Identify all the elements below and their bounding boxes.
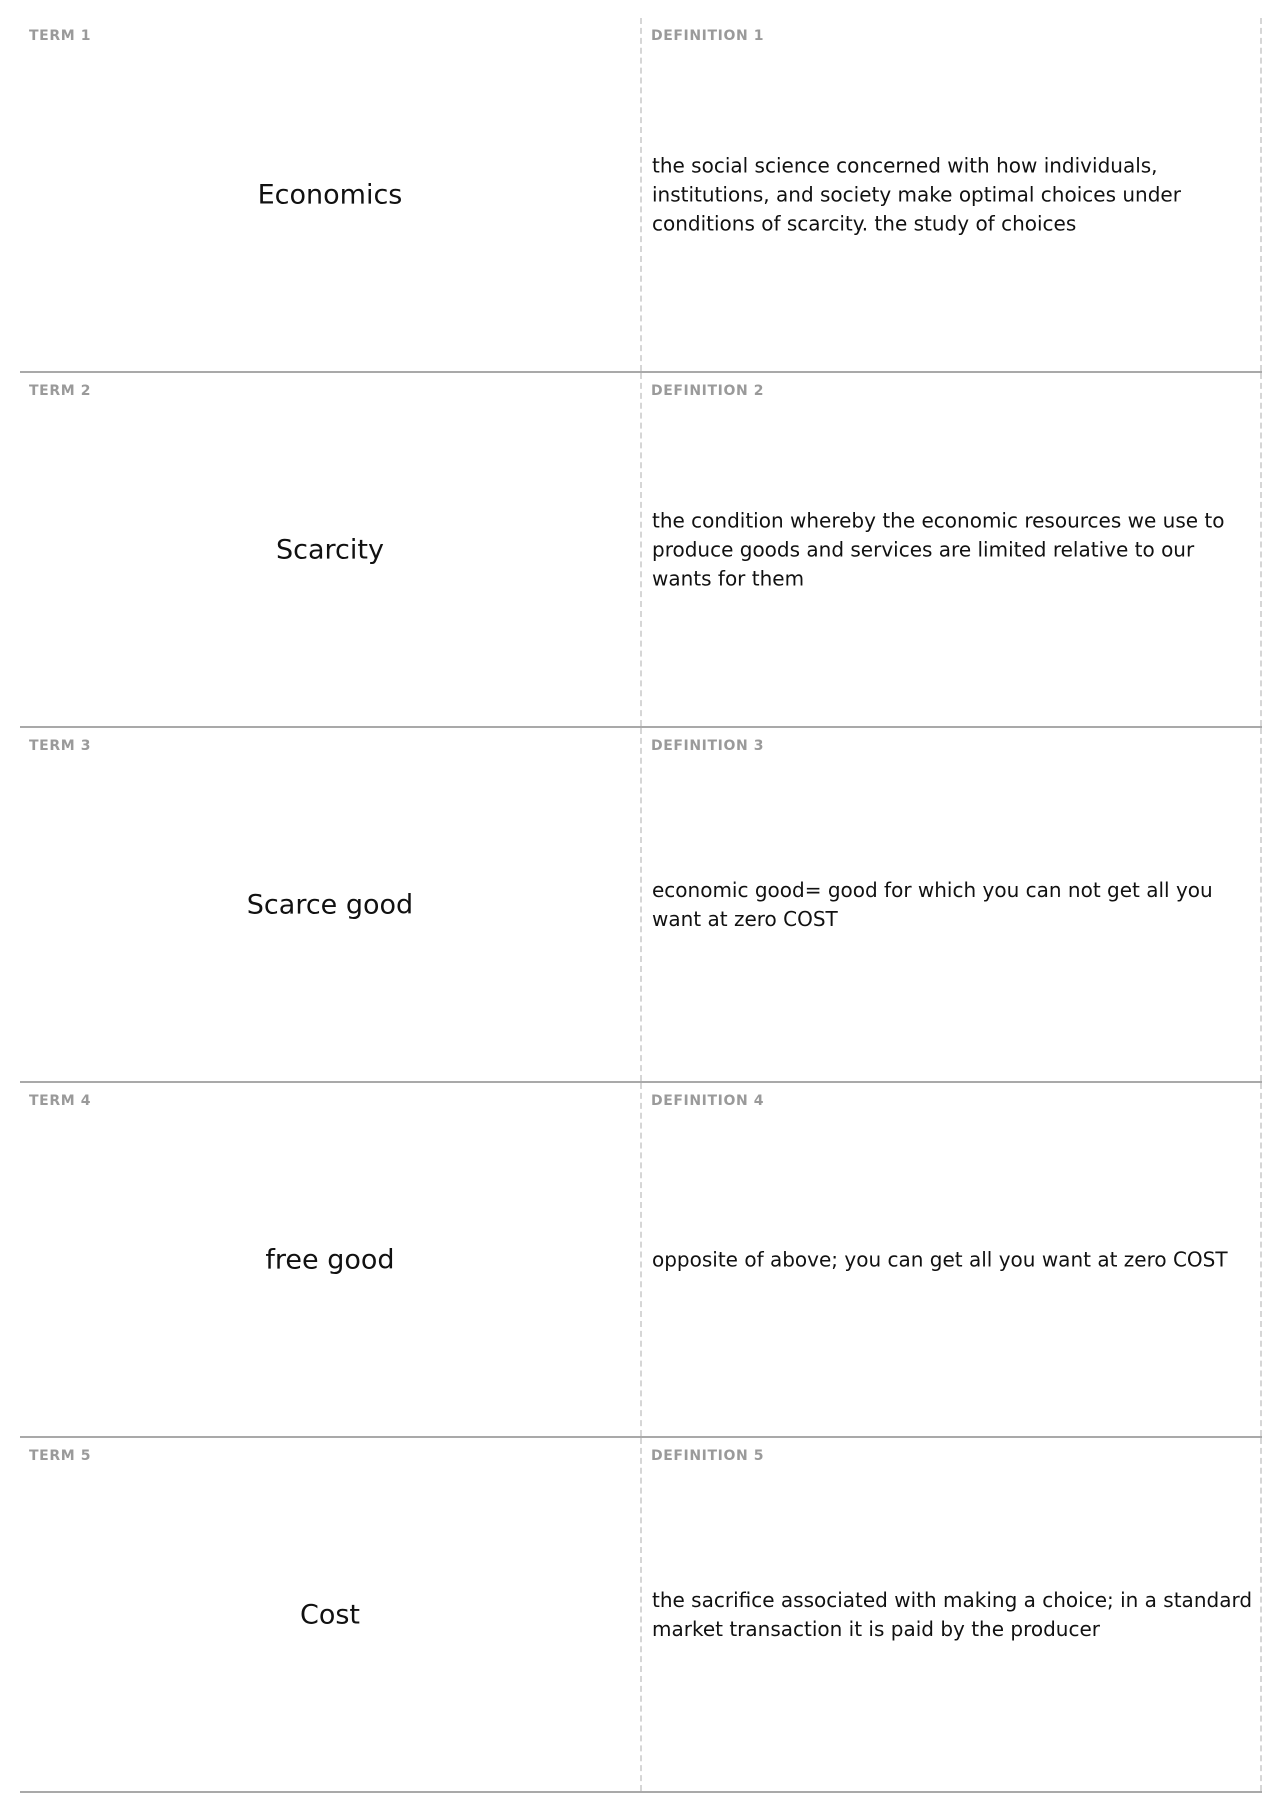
definition-text: the condition whereby the economic resources we use to produce goods and services are limited relative to our wants for them — [652, 508, 1225, 590]
definition-number-label: DEFINITION 1 — [651, 28, 765, 44]
definition-number-label: DEFINITION 5 — [651, 1448, 765, 1464]
definition-number-label: DEFINITION 2 — [651, 383, 765, 399]
definition-cell — [642, 728, 1262, 1081]
term-number-label: TERM 3 — [29, 738, 92, 754]
definition-text: economic good= good for which you can not get all you want at zero COST — [652, 877, 1213, 931]
term-number-label: TERM 2 — [29, 383, 92, 399]
definition-text: the sacrifice associated with making a choice; in a standard market transaction it is paid by the producer — [652, 1587, 1253, 1641]
term-cell — [20, 1438, 642, 1791]
flashcard-row — [20, 18, 1262, 373]
term-number-label: TERM 4 — [29, 1093, 92, 1109]
flashcard-row — [20, 728, 1262, 1083]
definition-cell — [642, 18, 1262, 371]
term-text: free good — [265, 1244, 395, 1275]
term-number-label: TERM 5 — [29, 1448, 92, 1464]
term-cell — [20, 1083, 642, 1436]
term-text: Economics — [257, 179, 403, 210]
term-text: Scarcity — [276, 534, 384, 565]
definition-cell — [642, 1438, 1262, 1791]
term-cell — [20, 373, 642, 726]
flashcard-sheet — [20, 18, 1262, 1793]
flashcard-row — [20, 1438, 1262, 1793]
definition-cell — [642, 373, 1262, 726]
term-cell — [20, 728, 642, 1081]
term-cell — [20, 18, 642, 371]
definition-text: opposite of above; you can get all you want at zero COST — [652, 1247, 1228, 1271]
definition-text: the social science concerned with how individuals, institutions, and society make optimal choices under conditions of scarcity. the study of choices — [652, 153, 1181, 235]
term-text: Cost — [299, 1599, 361, 1630]
definition-number-label: DEFINITION 4 — [651, 1093, 765, 1109]
definition-cell — [642, 1083, 1262, 1436]
flashcard-row — [20, 1083, 1262, 1438]
definition-number-label: DEFINITION 3 — [651, 738, 765, 754]
term-number-label: TERM 1 — [29, 28, 92, 44]
flashcard-row — [20, 373, 1262, 728]
term-text: Scarce good — [246, 889, 414, 920]
